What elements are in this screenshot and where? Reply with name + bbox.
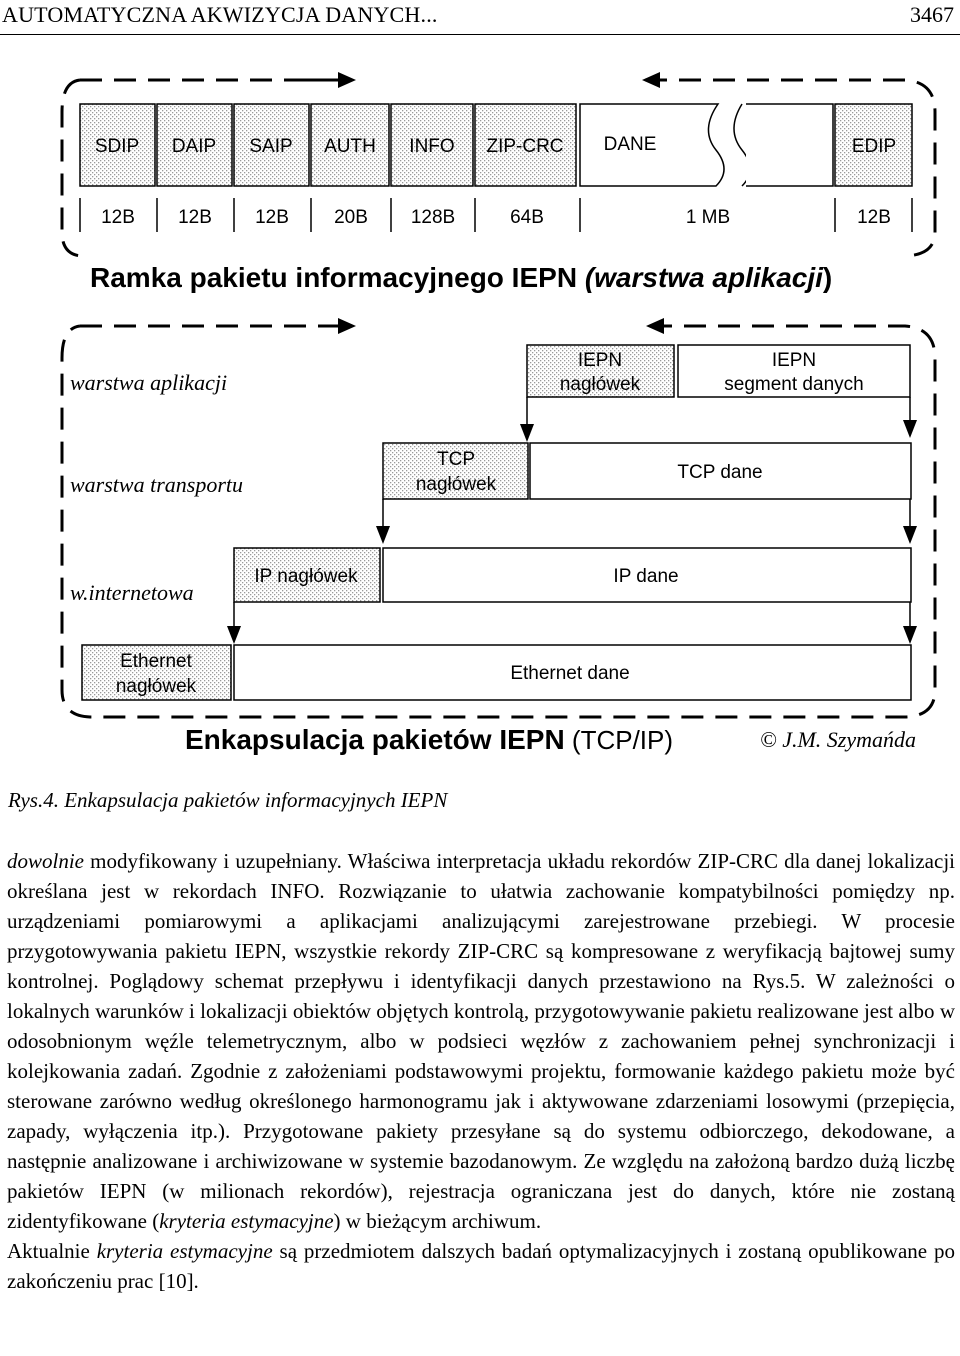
ip-header-label: IP nagłówek [254, 566, 358, 587]
arrow-down-icon [903, 526, 917, 544]
emphasis-text: kryteria estymacyjne [159, 1209, 334, 1233]
emphasis-text: dowolnie [7, 849, 84, 873]
paragraph-1 [7, 846, 955, 1236]
field-box-dane-cont [746, 104, 833, 186]
figure-caption: Rys.4. Enkapsulacja pakietów informacyjnych IEPN [8, 788, 448, 812]
ethernet-data-label: Ethernet dane [510, 663, 630, 684]
arrow-right-icon [338, 318, 356, 334]
ethernet-header-line1: Ethernet [120, 651, 192, 672]
size-label: 20B [334, 207, 368, 228]
field-label: AUTH [324, 136, 376, 157]
field-label: SDIP [94, 136, 140, 157]
arrow-left-icon [642, 72, 660, 88]
paragraph-text: ) w bieżącym archiwum. [333, 1209, 542, 1233]
packet-size-labels [101, 207, 891, 228]
arrow-right-icon [338, 72, 356, 88]
size-label: 64B [510, 207, 544, 228]
arrow-down-icon [903, 626, 917, 644]
paragraph-text: modyfikowany i uzupełniany. Właściwa interpretacja układu rekordów ZIP-CRC dla danej lokalizacji określana jest w rekordach INFO. Rozwiązanie to ułatwia zachowanie kompatybilności pomiędzy np. urządzeniami pomiarowymi a aplikacjami analizującymi zarejestrowane przebiegi. W procesie przygotowywania pakietu IEPN, wszystkie rekordy ZIP-CRC są kompresowane z weryfikacją bajtowej sumy kontrolnej. Poglądowy schemat przepływu i identyfikacji danych przestawiono na Rys.5. W zależności o lokalnych warunków i lokalizacji obiektów objętych kontrolą, przygotowywanie pakietu realizowane jest albo w odosobnionym węźle telemetrycznym, albo w podsieci węzłów z zachowaniem pełnej synchronizacji i kolejkowania zadań. Zgodnie z założeniami podstawowymi projektu, formowanie każdego pakietu może być sterowane zarówno według określonego harmonogramu jak i aktywowane zdarzeniami losowymi (przepięcia, zapady, wyłączenia itp.). Przygotowane pakiety przesyłane są do systemu odbiorczego, dekodowane, a następnie analizowane i archiwizowane w systemie bazodanowym. Ze względu na założoną bardzo dużą liczbę pakietów IEPN (w milionach rekordów), rejestracja ograniczana jest do danych, które nie zostaną zidentyfikowane ( [7, 849, 955, 1233]
arrow-left-icon [646, 318, 664, 334]
arrows-app-to-transport [520, 397, 917, 442]
iepn-header-line2: nagłówek [559, 374, 641, 395]
iepn-header-line1: IEPN [577, 350, 623, 371]
field-label: DANE [603, 134, 657, 155]
arrows-internet-to-link [227, 602, 917, 644]
page-header [0, 0, 960, 35]
ip-data-label: IP dane [613, 566, 679, 587]
tcp-header-line2: nagłówek [415, 474, 497, 495]
field-label: SAIP [249, 136, 293, 157]
size-label: 12B [857, 207, 891, 228]
field-label: DAIP [171, 136, 217, 157]
paragraph-2 [7, 1236, 955, 1296]
arrow-down-icon [227, 626, 241, 644]
packet-frame-title: Ramka pakietu informacyjnego IEPN (warstwa aplikacji) [90, 262, 833, 293]
field-label: EDIP [851, 136, 897, 157]
size-label: 12B [178, 207, 212, 228]
encapsulation-title: Enkapsulacja pakietów IEPN (TCP/IP) [185, 724, 674, 755]
ethernet-header-line2: nagłówek [115, 676, 197, 697]
layer-label-internet: w.internetowa [70, 580, 194, 605]
layer-label-application: warstwa aplikacji [70, 370, 228, 395]
size-label: 12B [255, 207, 289, 228]
tcp-data-label: TCP dane [677, 462, 763, 483]
running-head: AUTOMATYCZNA AKWIZYCJA DANYCH... [2, 2, 438, 27]
size-label: 12B [101, 207, 135, 228]
copyright-note: © J.M. Szymańda [760, 727, 917, 752]
field-label: ZIP-CRC [486, 136, 564, 157]
encapsulation-figure [0, 40, 960, 770]
field-label: INFO [409, 136, 455, 157]
page-number: 3467 [910, 2, 954, 27]
arrow-down-icon [903, 420, 917, 438]
paragraph-text: Aktualnie [7, 1239, 97, 1263]
size-label: 128B [410, 207, 456, 228]
body-text [7, 846, 955, 1296]
layer-label-transport: warstwa transportu [70, 472, 243, 497]
paragraph-text: są przedmiotem dalszych badań optymalizacyjnych i zostaną opublikowane po zakończeniu prac [10]. [7, 1239, 955, 1293]
iepn-segment-line2: segment danych [724, 374, 864, 395]
arrow-down-icon [520, 424, 534, 442]
iepn-segment-line1: IEPN [771, 350, 817, 371]
arrow-down-icon [376, 526, 390, 544]
size-label: 1 MB [685, 207, 731, 228]
emphasis-text: kryteria estymacyjne [96, 1239, 273, 1263]
arrows-transport-to-internet [376, 499, 917, 544]
tcp-header-line1: TCP [437, 449, 475, 470]
